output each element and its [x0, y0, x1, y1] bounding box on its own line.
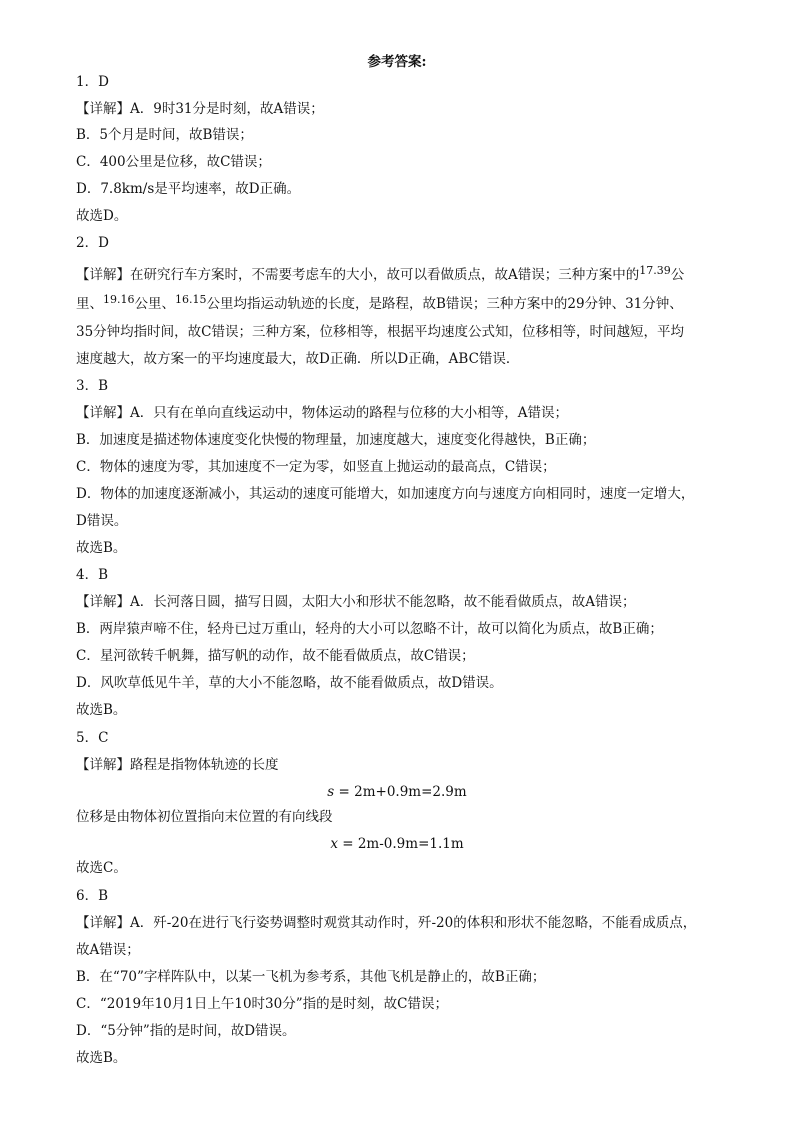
q5-line-1: 【详解】路程是指物体轨迹的长度	[76, 757, 279, 773]
q3-line-1: 【详解】A．只有在单向直线运动中，物体运动的路程与位移的大小相等，A错误；	[76, 405, 568, 421]
q2-number-3: 16.15	[175, 293, 207, 306]
q2-line-3: 35分钟均指时间，故C错误；三种方案，位移相等，根据平均速度公式知，位移相等，时间越短，平均	[76, 324, 685, 340]
q5-line-2: 位移是由物体初位置指向末位置的有向线段	[76, 809, 333, 825]
q5-equation-1	[0, 782, 794, 802]
q5-eq1-expression: = 2m+0.9m=2.9m	[334, 784, 467, 800]
q5-eq2-expression: = 2m-0.9m=1.1m	[337, 836, 464, 852]
q2-line-1-tail: 公	[670, 267, 685, 283]
q1-line-5: 故选D。	[76, 208, 128, 224]
q4-line-5: 故选B。	[76, 702, 127, 718]
q2-line-2-a: 里、	[76, 296, 103, 312]
q3-line-3: C．物体的速度为零，其加速度不一定为零，如竖直上抛运动的最高点，C错误；	[76, 459, 556, 475]
q2-line-2-b: 公里、	[134, 296, 175, 312]
q1-answer: 1．D	[76, 74, 109, 90]
q2-line-2	[76, 294, 683, 315]
q6-line-1: 【详解】A．歼-20在进行飞行姿势调整时观赏其动作时，歼-20的体积和形状不能忽略，不能看成质点，	[76, 915, 697, 931]
q6-line-6: 故选B。	[76, 1050, 127, 1066]
q3-line-6: 故选B。	[76, 540, 127, 556]
q5-eq2-variable: x	[330, 836, 338, 852]
q1-line-2: B．5个月是时间，故B错误；	[76, 127, 253, 143]
q6-line-4: C．“2019年10月1日上午10时30分”指的是时刻，故C错误；	[76, 996, 448, 1012]
q6-line-3: B．在“70”字样阵队中，以某一飞机为参考系，其他飞机是静止的，故B正确；	[76, 969, 546, 985]
q3-line-4: D．物体的加速度逐渐减小，其运动的速度可能增大，如加速度方向与速度方向相同时，速度一定增大，	[76, 486, 695, 502]
q4-answer: 4．B	[76, 567, 109, 583]
q6-line-5: D．“5分钟”指的是时间，故D错误。	[76, 1023, 296, 1039]
q5-equation-2	[0, 834, 794, 854]
q4-line-3: C．星河欲转千帆舞，描写帆的动作，故不能看做质点，故C错误；	[76, 648, 475, 664]
q5-line-3: 故选C。	[76, 860, 127, 876]
page-title: 参考答案:	[367, 54, 427, 70]
q3-line-5: D错误。	[76, 513, 128, 529]
q3-line-2: B．加速度是描述物体速度变化快慢的物理量，加速度越大，速度变化得越快，B正确；	[76, 432, 596, 448]
q6-answer: 6．B	[76, 888, 109, 904]
q5-eq1-variable: s	[327, 784, 335, 800]
q4-line-1: 【详解】A．长河落日圆，描写日圆，太阳大小和形状不能忽略，故不能看做质点，故A错误；	[76, 594, 636, 610]
q3-answer: 3．B	[76, 378, 109, 394]
q5-answer: 5．C	[76, 730, 109, 746]
q2-line-4: 速度越大，故方案一的平均速度最大，故D正确．所以D正确，ABC错误．	[76, 351, 520, 367]
q2-line-1-text: 【详解】在研究行车方案时，不需要考虑车的大小，故可以看做质点，故A错误；三种方案中的	[76, 267, 640, 283]
q1-line-1: 【详解】A．9时31分是时刻，故A错误；	[76, 101, 324, 117]
q2-line-1	[76, 265, 684, 286]
q2-line-2-c: 公里均指运动轨迹的长度，是路程，故B错误；三种方案中的29分钟、31分钟、	[206, 296, 683, 312]
q2-number-2: 19.16	[103, 293, 135, 306]
q4-line-4: D．风吹草低见牛羊，草的大小不能忽略，故不能看做质点，故D错误。	[76, 675, 503, 691]
q4-line-2: B．两岸猿声啼不住，轻舟已过万重山，轻舟的大小可以忽略不计，故可以简化为质点，故B正确；	[76, 621, 663, 637]
q6-line-2: 故A错误；	[76, 942, 140, 958]
q1-line-4: D．7.8km/s是平均速率，故D正确。	[76, 181, 301, 197]
q2-number-1: 17.39	[639, 264, 671, 277]
q1-line-3: C．400公里是位移，故C错误；	[76, 154, 271, 170]
q2-answer: 2．D	[76, 235, 109, 251]
